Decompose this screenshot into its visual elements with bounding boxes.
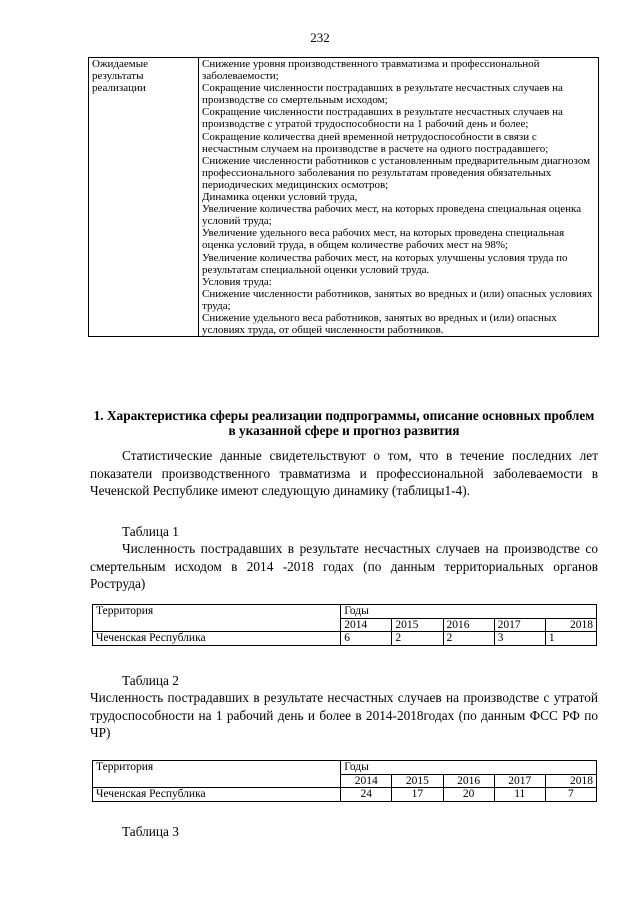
territory-header: Территория: [93, 761, 341, 788]
intro-paragraph: Статистические данные свидетельствуют о том, что в течение последних лет показатели производственного травматизма и профессиональной заболеваемости в Чеченской Республике имеют следующую динамику (таблицы1-4).: [90, 448, 598, 498]
table-2-title: Численность пострадавших в результате несчастных случаев на производстве с утратой трудоспособности на 1 рабочий день и более в 2014-2018годах (по данным ФСС РФ по ЧР): [90, 690, 598, 740]
years-header: Годы: [341, 761, 597, 775]
result-item: Увеличение удельного веса рабочих мест, на которых проведена специальная оценка условий труда, в общем количестве рабочих мест на 98%;: [202, 227, 565, 252]
year-cell: 2018: [545, 618, 596, 632]
page-number: 232: [310, 30, 330, 45]
result-item: Сокращение численности пострадавших в результате несчастных случаев на производстве с утратой трудоспособности на 1 рабочий день и более;: [202, 106, 563, 131]
year-cell: 2017: [494, 618, 545, 632]
table-3-caption: Таблица 3: [122, 824, 179, 839]
value-cell: 2: [443, 632, 494, 646]
year-cell: 2016: [443, 618, 494, 632]
years-header: Годы: [341, 605, 597, 619]
result-item: Снижение уровня производственного травматизма и профессиональной заболеваемости;: [202, 58, 540, 83]
table-1: [92, 604, 597, 646]
year-cell: 2015: [392, 618, 443, 632]
table-row: [93, 788, 597, 802]
year-cell: 2015: [392, 774, 443, 788]
result-item: Сокращение количества дней временной нетрудоспособности в связи с несчастным случаем на производстве в расчете на одного пострадавшего;: [202, 130, 549, 155]
value-cell: 24: [341, 788, 392, 802]
table-row: [93, 632, 597, 646]
value-cell: 17: [392, 788, 443, 802]
region-cell: Чеченская Республика: [93, 788, 341, 802]
table-1-caption: Таблица 1: [122, 524, 179, 539]
result-item: Динамика оценки условий труда,: [202, 191, 358, 204]
result-item: Снижение удельного веса работников, занятых во вредных и (или) опасных условиях труда, от общей численности работников.: [202, 311, 557, 337]
value-cell: 11: [494, 788, 545, 802]
result-item: Снижение численности работников с установленным предварительным диагнозом профессионального заболевания по результатам проведения обязательных периодических медицинских осмотров;: [202, 154, 591, 191]
result-item: Условия труда:: [202, 275, 272, 288]
result-item: Снижение численности работников, занятых во вредных и (или) опасных условиях труда;: [202, 287, 593, 312]
year-cell: 2017: [494, 774, 545, 788]
result-item: Сокращение численности пострадавших в результате несчастных случаев на производстве со смертельным исходом;: [202, 82, 563, 107]
result-item: Увеличение количества рабочих мест, на которых проведена специальная оценка условий труда;: [202, 203, 582, 228]
value-cell: 1: [545, 632, 596, 646]
expected-results-label: Ожидаемые результаты реализации: [89, 58, 199, 337]
value-cell: 2: [392, 632, 443, 646]
value-cell: 7: [545, 788, 596, 802]
year-cell: 2018: [545, 774, 596, 788]
table-2: [92, 760, 597, 802]
result-item: Увеличение количества рабочих мест, на которых улучшены условия труда по результатам специальной оценки условий труда.: [202, 251, 568, 276]
year-cell: 2014: [341, 774, 392, 788]
table-2-caption: Таблица 2: [122, 673, 179, 688]
expected-results-table: [88, 57, 599, 337]
expected-results-list: [199, 58, 599, 337]
table-1-title: Численность пострадавших в результате несчастных случаев на производстве со смертельным исходом в 2014 -2018 годах (по данным территориальных органов Роструда): [90, 541, 598, 591]
value-cell: 6: [341, 632, 392, 646]
territory-header: Территория: [93, 605, 341, 632]
year-cell: 2016: [443, 774, 494, 788]
year-cell: 2014: [341, 618, 392, 632]
value-cell: 20: [443, 788, 494, 802]
value-cell: 3: [494, 632, 545, 646]
region-cell: Чеченская Республика: [93, 632, 341, 646]
section-heading: 1. Характеристика сферы реализации подпрограммы, описание основных проблем в указанной сфере и прогноз развития: [93, 408, 595, 438]
